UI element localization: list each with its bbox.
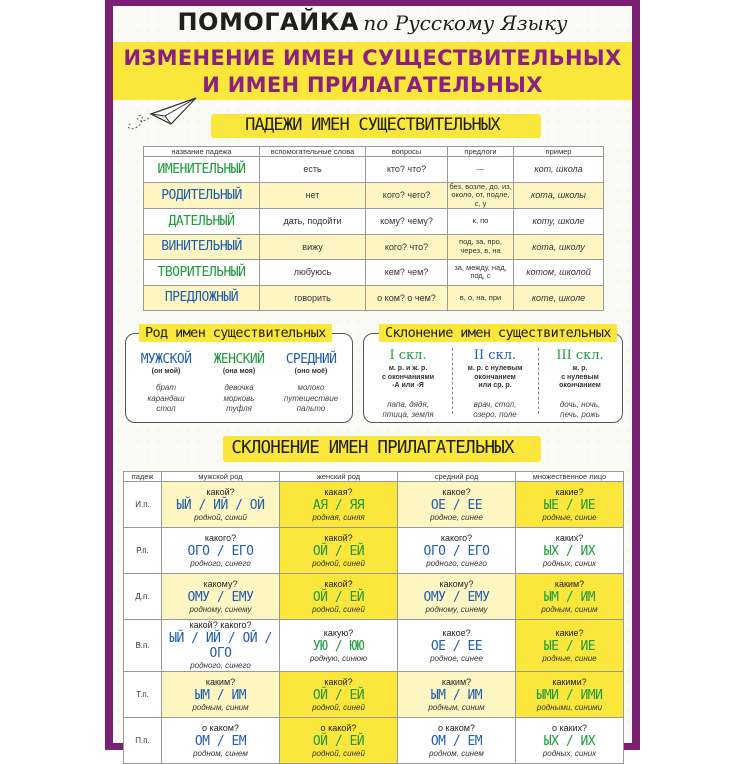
declension-desc: с окончаниями [381,373,435,381]
adj-question: какая? [324,486,353,497]
cases-table [143,146,604,311]
adj-ending: ОЙ / ЕЙ [312,687,365,703]
declension-second [454,348,536,421]
declension-box [363,333,623,423]
adj-cell [162,718,280,764]
adj-example: родным, синим [428,702,485,712]
adj-example: родным, синим [192,702,249,712]
subtitle-line2: И ИМЕН ПРИЛАГАТЕЛЬНЫХ [202,73,543,97]
adj-ending: АЯ / ЯЯ [312,497,365,513]
case-aux-words: говорить [260,285,366,311]
adj-cell [280,620,398,672]
adj-cell [280,718,398,764]
declension-desc: м. р. и ж. р. [388,365,428,372]
adj-question: какому? [439,578,474,589]
case-name: РОДИТЕЛЬНЫЙ [144,182,260,209]
adj-cell [398,620,516,672]
header-aux-words: вспомогательные слова [260,147,366,157]
adj-ending: ОЙ / ЕЙ [312,543,365,559]
gender-example: морковь [223,393,255,403]
case-name: ТВОРИТЕЛЬНЫЙ [144,260,260,286]
case-aux-words: вижу [260,234,366,260]
case-row [144,182,604,209]
adj-ending: ЫЙ / ИЙ / ОЙ [176,497,265,513]
declension-example: папа, дядя, [387,399,429,409]
adj-ending: ОГО / ЕГО [187,543,254,559]
adj-example: родной, синей [312,748,365,758]
case-aux-words: любуюсь [260,260,366,286]
case-questions: кого? что? [366,234,448,260]
adj-question: о каких? [551,722,588,733]
poster-inner [113,6,632,758]
adj-cell [162,528,280,574]
adj-question: какими? [552,676,587,687]
adj-question: каким? [441,676,472,687]
gender-sub: (оно моё) [294,368,328,375]
declension-desc: или ср. р. [478,382,512,389]
adj-example: родном, синем [429,748,484,758]
adj-ending: ЫМ / ИМ [194,687,247,703]
adj-ending: ЫХ / ИХ [543,543,596,559]
adj-example: родным, синим [541,604,598,614]
adj-header-row [124,472,624,482]
declension-example: дочь, ночь, [559,399,601,409]
case-aux-words: дать, подойти [260,209,366,235]
adj-cell [398,482,516,528]
adj-header-feminine: женский род [280,472,398,482]
adj-example: родной, синей [312,604,365,614]
cases-title: ПАДЕЖИ ИМЕН СУЩЕСТВИТЕЛЬНЫХ [245,115,500,135]
gender-feminine [206,352,272,415]
adj-row [124,574,624,620]
adj-question: о каком? [438,722,475,733]
adj-example: родному, синему [189,604,252,614]
case-name: ИМЕНИТЕЛЬНЫЙ [144,157,260,183]
adj-cell [280,574,398,620]
adj-question: какие? [555,627,584,638]
adj-question: какую? [323,627,354,638]
gender-masculine [132,352,200,415]
adj-header-plural: множественное лицо [516,472,624,482]
adj-case-label: И.п. [124,482,162,528]
adj-question: о какой? [320,722,357,733]
gender-box-title: Род имен существительных [139,324,332,342]
declension-separator [452,348,453,414]
adj-header-masculine: мужской род [162,472,280,482]
adj-ending: ОМ / ЕМ [430,733,483,749]
adj-cell [516,574,624,620]
adj-cell [398,718,516,764]
case-name: ДАТЕЛЬНЫЙ [144,209,260,235]
case-row [144,260,604,286]
gender-neuter [276,352,346,415]
gender-example: путешествие [283,393,339,403]
declension-example: птица, земля [382,410,434,419]
header-prepositions: предлоги [448,147,514,157]
case-example: коте, школе [514,285,604,311]
gender-example: пальто [296,404,326,413]
adj-question: каким? [205,676,236,687]
header-case-name: название падежа [144,147,260,157]
adj-row [124,718,624,764]
declension-example: печь, рожь [560,410,600,419]
adj-ending: ЫХ / ИХ [543,733,596,749]
adj-question: какие? [555,486,584,497]
adj-ending: ОМ / ЕМ [194,733,247,749]
adj-ending: ЫМИ / ИМИ [536,687,603,703]
adj-ending: ОМУ / ЕМУ [423,589,490,605]
adj-cell [280,482,398,528]
adj-question: какое? [442,627,471,638]
adj-example: родных, синих [542,558,597,568]
case-prepositions: под, за, про, через, в, на [448,234,514,260]
case-example: котом, школой [514,260,604,286]
case-example: кота, школу [514,234,604,260]
case-row [144,285,604,311]
adj-cell [516,672,624,718]
adj-question: какой? [324,578,353,589]
declension-first [366,348,450,421]
title-part2: по Русскому Языку [363,11,568,35]
declension-desc: окончанием [474,373,516,381]
adj-cell [162,574,280,620]
adj-example: родные, синие [542,512,597,522]
adj-row [124,482,624,528]
adj-example: родному, синему [425,604,488,614]
adj-cell [516,718,624,764]
poster-frame [105,0,640,758]
gender-example: брат [155,383,177,392]
adj-ending: ОЕ / ЕЕ [430,497,483,513]
adj-ending: ОМУ / ЕМУ [187,589,254,605]
adj-example: родных, синих [542,748,597,758]
adj-question: о каком? [202,722,239,733]
subtitle-line1: ИЗМЕНЕНИЕ ИМЕН СУЩЕСТВИТЕЛЬНЫХ [123,46,622,70]
adj-cell [398,574,516,620]
case-aux-words: есть [260,157,366,183]
case-name: ВИНИТЕЛЬНЫЙ [144,234,260,260]
case-prepositions: за, между, над, под, с [448,260,514,286]
declension-desc: с нулевым [561,373,599,381]
adj-ending: ОЙ / ЕЙ [312,733,365,749]
adj-example: родного, синего [190,558,251,568]
case-prepositions: к, по [448,209,514,235]
adj-header-case: падеж [124,472,162,482]
adj-example: родном, синем [193,748,248,758]
declension-name: I скл. [389,348,427,363]
case-questions: о ком? о чем? [366,285,448,311]
adj-cell [162,620,280,672]
case-questions: кем? чем? [366,260,448,286]
adj-case-label: Т.п. [124,672,162,718]
adj-question: какого? [440,532,473,543]
adj-ending: ОЙ / ЕЙ [312,589,365,605]
gender-box [125,333,353,423]
gender-example: молоко [297,383,325,392]
case-aux-words: нет [260,182,366,209]
declension-separator [538,348,539,414]
header-questions: вопросы [366,147,448,157]
adj-example: родная, синяя [312,512,365,522]
adj-cell [516,482,624,528]
case-questions: кто? что? [366,157,448,183]
case-example: коту, школе [514,209,604,235]
adj-row [124,672,624,718]
declension-desc: окончанием [559,382,601,389]
declension-box-title: Склонение имен существительных [379,324,617,342]
adj-row [124,620,624,672]
gender-sub: (она моя) [222,368,256,375]
adj-ending: ОГО / ЕГО [423,543,490,559]
adj-ending: ОЕ / ЕЕ [430,638,483,654]
adj-case-label: В.п. [124,620,162,672]
adj-cell [398,528,516,574]
declension-example: врач, стол, [473,399,517,409]
declension-name: III скл. [556,348,604,363]
declension-third [540,348,620,421]
case-row [144,209,604,235]
case-questions: кого? чего? [366,182,448,209]
gender-example: карандаш [147,393,185,403]
adj-cell [162,482,280,528]
adj-ending: ЫЕ / ИЕ [543,497,596,513]
gender-sub: (он мой) [151,368,181,375]
adj-cell [162,672,280,718]
adj-ending: ЫМ / ИМ [430,687,483,703]
adj-ending: ЫМ / ИМ [543,589,596,605]
gender-example: девочка [224,383,254,392]
adj-cell [280,672,398,718]
declension-example: озеро, поле [473,410,517,419]
adj-example: родного, синего [190,661,251,670]
adj-example: родные, синие [542,653,597,663]
declension-name: II скл. [473,348,517,363]
adj-question: какого? [204,532,237,543]
case-name: ПРЕДЛОЖНЫЙ [144,285,260,311]
adj-example: родное, синее [430,512,483,522]
gender-example: стол [156,404,176,413]
gender-example: туфля [226,404,252,413]
adj-title: СКЛОНЕНИЕ ИМЕН ПРИЛАГАТЕЛЬНЫХ [231,438,514,458]
gender-name: ЖЕНСКИЙ [213,352,265,367]
adj-example: родную, синюю [309,653,368,663]
adj-header-neuter: средний род [398,472,516,482]
adj-example: родными, синими [536,702,603,712]
adj-question: каким? [554,578,585,589]
case-questions: кому? чему? [366,209,448,235]
adj-case-label: Р.п. [124,528,162,574]
gender-name: МУЖСКОЙ [140,352,192,367]
adj-cell [516,528,624,574]
gender-name: СРЕДНИЙ [285,352,337,367]
adj-question: какой? [206,486,235,497]
title-part1: ПОМОГАЙКА [177,8,359,36]
case-row [144,234,604,260]
case-prepositions: — [448,157,514,183]
adj-question: какой? [324,676,353,687]
case-example: кота, школы [514,182,604,209]
case-prepositions: в, о, на, при [448,285,514,311]
adj-question: какой? какого? [189,620,252,630]
declension-desc: -А или -Я [392,382,424,389]
adj-question: какое? [442,486,471,497]
adj-example: родной, синей [312,558,365,568]
adj-cell [516,620,624,672]
adj-question: какой? [324,532,353,543]
declension-desc: м. р. с нулевым [467,365,523,372]
header-example: пример [514,147,604,157]
declension-desc: ж. р. [572,365,588,372]
adj-example: родной, синей [312,702,365,712]
adj-case-label: Д.п. [124,574,162,620]
case-example: кот, школа [514,157,604,183]
adj-ending: УЮ / ЮЮ [312,638,365,654]
adj-cell [280,528,398,574]
adj-example: родного, синего [426,558,487,568]
adj-question: каких? [555,532,584,543]
adj-example: родной, синий [194,512,247,522]
cases-header-row [144,147,604,157]
case-row [144,157,604,183]
adj-ending: ЫЕ / ИЕ [543,638,596,654]
adj-table [123,471,624,764]
subtitle-band [113,42,632,100]
poster-title [113,8,632,36]
adj-cell [398,672,516,718]
adj-case-label: П.п. [124,718,162,764]
adj-question: какому? [203,578,238,589]
adj-row [124,528,624,574]
adj-ending: ЫЙ / ИЙ / ОЙ / ОГО [169,631,272,661]
adj-example: родное, синее [430,653,483,663]
case-prepositions: без, возле, до, из, около, от, подле, с, у [449,182,512,208]
